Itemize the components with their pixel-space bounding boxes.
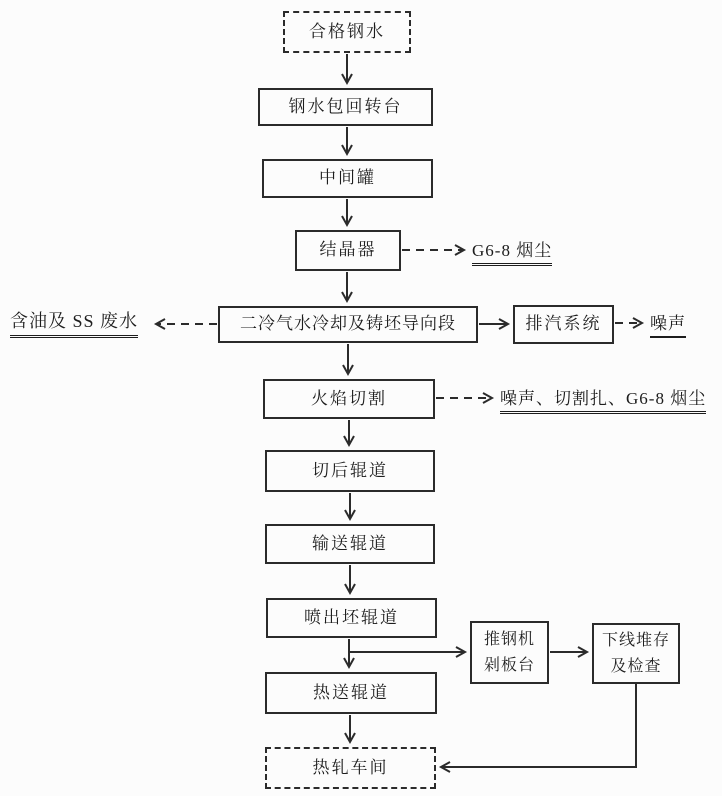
label-oily-ss-wastewater: 含油及 SS 废水 — [10, 307, 138, 338]
node-exhaust-system — [513, 305, 614, 344]
node-label: 中间罐 — [319, 168, 376, 188]
node-label: 喷出坯辊道 — [304, 607, 399, 627]
node-label: 火焰切割 — [311, 388, 387, 408]
node-offline-storage-inspection — [592, 623, 680, 684]
node-secondary-cooling-guide — [218, 306, 478, 343]
label-mold-dust-emission: G6-8 烟尘 — [472, 236, 552, 266]
node-label: 结晶器 — [319, 240, 377, 260]
node-mold-crystallizer — [295, 230, 401, 271]
node-label-line1: 推钢机 — [483, 630, 535, 648]
node-label: 合格钢水 — [309, 21, 385, 41]
node-label-line1: 下线堆存 — [601, 631, 670, 649]
node-hot-delivery-roller — [265, 672, 437, 714]
node-label-line2: 剁板台 — [483, 656, 535, 674]
node-label: 二冷气水冷却及铸坯导向段 — [240, 314, 456, 334]
node-qualified-molten-steel — [283, 11, 411, 53]
node-cast-out-roller — [266, 598, 437, 638]
label-cutting-emissions: 噪声、切割扎、G6-8 烟尘 — [500, 384, 706, 414]
node-label: 热送辊道 — [313, 682, 389, 702]
node-label: 钢水包回转台 — [288, 96, 403, 116]
node-conveyor-roller — [265, 524, 435, 564]
node-label: 热轧车间 — [312, 757, 389, 777]
node-flame-cutting — [263, 379, 435, 419]
node-label-line2: 及检查 — [610, 657, 662, 675]
node-label: 切后辊道 — [312, 460, 388, 480]
label-exhaust-noise: 噪声 — [650, 309, 686, 338]
node-hot-rolling-shop — [265, 747, 436, 789]
node-tundish — [262, 159, 433, 198]
node-label: 排汽系统 — [525, 314, 602, 334]
edge-offline-to-hotroll — [441, 684, 636, 767]
node-pusher-plate-table — [470, 621, 549, 684]
node-ladle-turret — [258, 88, 433, 126]
node-post-cut-roller — [265, 450, 435, 492]
node-label: 输送辊道 — [312, 533, 388, 553]
